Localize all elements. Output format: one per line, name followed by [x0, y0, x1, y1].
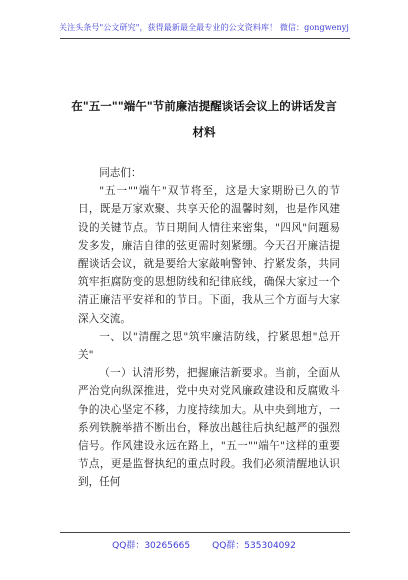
footer-divider	[60, 532, 350, 533]
salutation-paragraph: 同志们：	[99, 167, 142, 179]
intro-paragraph: "五一""端午"双节将至，这是大家期盼已久的节日，既是万家欢聚、共享天伦的温馨时刻，也是作风建设的关键节点。节日期间人情往来密集，"四风"问题易发多发，廉洁自律的弦更需时刻紧绷。今天召开廉洁提醒谈话会议，就是要给大家敲响警钟、拧紧发条，共同筑牢拒腐防变的思想防线和纪律底线，确保大家过一个清正廉洁平安祥和的节日。下面，我从三个方面与大家深入交流。	[78, 185, 340, 325]
subsection-paragraph-1: （一）认清形势，把握廉洁新要求。当前，全面从严治党向纵深推进，党中央对党风廉政建设和反腐败斗争的决心坚定不移，力度持续加大。从中央到地方，一系列铁腕举措不断出台，释放出越往后执纪越严的强烈信号。作风建设永远在路上，"五一""端午"这样的重要节点，更是监督执纪的重点时段。我们必须清醒地认识到，任何	[78, 367, 340, 489]
footer-contact	[0, 538, 408, 551]
header-promo-text: 关注头条号"公文研究"，获得最新最全最专业的公文资料库！ 微信：gongwenyj	[59, 23, 349, 32]
section-heading-1: 一、以"清醒之思"筑牢廉洁防线，拧紧思想"总开关"	[78, 330, 340, 362]
document-subtitle: 材料	[192, 125, 216, 139]
header-divider	[60, 38, 350, 39]
document-title: 在"五一""端午"节前廉洁提醒谈话会议上的讲话发言	[71, 99, 337, 113]
footer-qq-group-1: QQ群：30265665	[112, 541, 191, 551]
document-body	[78, 164, 340, 492]
footer-qq-group-2: QQ群：535304092	[212, 541, 296, 551]
